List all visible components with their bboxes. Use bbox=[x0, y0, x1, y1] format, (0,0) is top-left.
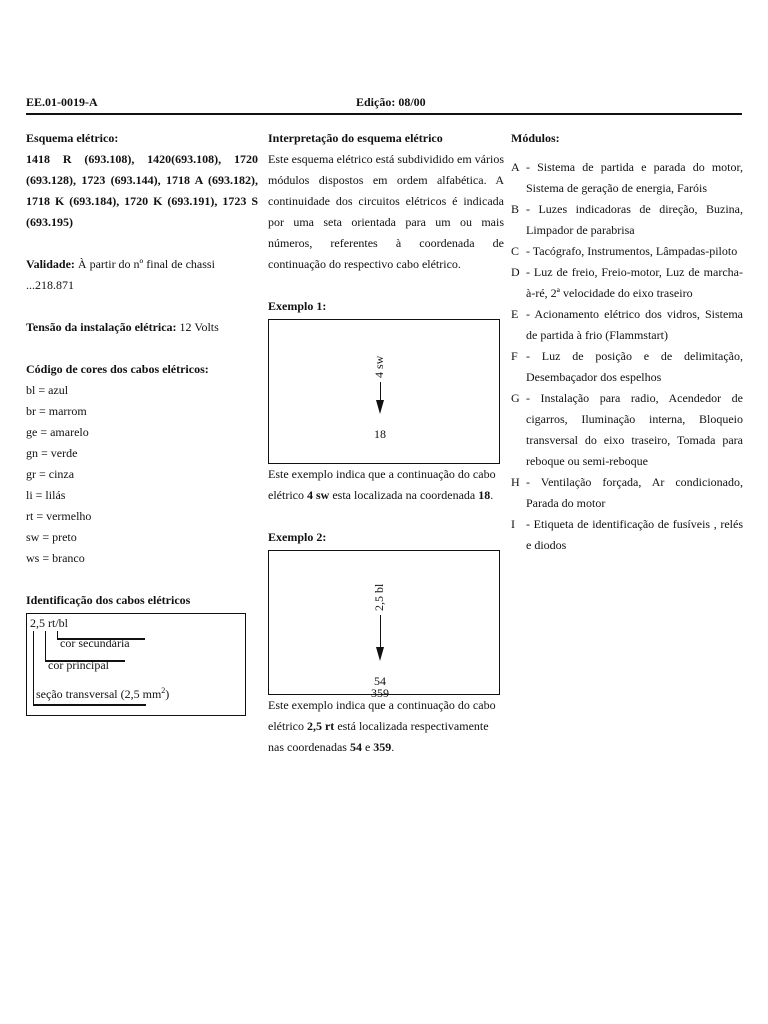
ident-title: Identificação dos cabos elétricos bbox=[26, 593, 191, 607]
cor-item: li = lilás bbox=[26, 488, 66, 502]
doc-id: EE.01-0019-A bbox=[26, 95, 98, 109]
ex2-box bbox=[268, 550, 500, 700]
ex1-text: Este exemplo indica que a continuação do cabo elétrico 4 sw esta localizada na coordenada 18. bbox=[268, 467, 496, 502]
tensao-label: Tensão da instalação elétrica: bbox=[26, 320, 177, 334]
cor-item: gn = verde bbox=[26, 446, 78, 460]
list-item: H - Ventilação forçada, Ar condicionado, Parada do motor bbox=[511, 475, 743, 510]
list-item: A - Sistema de partida e parada do motor, Sistema de geração de energia, Faróis bbox=[511, 160, 743, 195]
esquema-title: Esquema elétrico: bbox=[26, 131, 119, 145]
cor-item: gr = cinza bbox=[26, 467, 75, 481]
column-right bbox=[511, 128, 743, 556]
modulos-title: Módulos: bbox=[511, 131, 560, 145]
validade-label: Validade: bbox=[26, 257, 75, 271]
ident-principal: cor principal bbox=[48, 658, 109, 672]
column-middle bbox=[268, 128, 504, 758]
esquema-models: 1418 R (693.108), 1420(693.108), 1720 (693.128), 1723 (693.144), 1718 A (693.182), 1718 K (693.184), 1720 K (693.191), 1723 S (693.195) bbox=[26, 152, 258, 229]
ex2-text: Este exemplo indica que a continuação do cabo elétrico 2,5 rt está localizada respectivamente nas coordenadas 54 e 359. bbox=[268, 698, 496, 754]
arrow-down-icon bbox=[376, 400, 384, 414]
ex1-box bbox=[268, 319, 500, 464]
ex2-coord-2: 359 bbox=[371, 686, 389, 700]
arrow-down-icon bbox=[376, 647, 384, 661]
list-item: D - Luz de freio, Freio-motor, Luz de marcha-à-ré, 2ª velocidade do eixo traseiro bbox=[511, 265, 743, 300]
ident-code: 2,5 rt/bl bbox=[30, 616, 68, 630]
ex2-arrow-line bbox=[380, 615, 381, 647]
ident-diagram bbox=[26, 613, 246, 716]
interp-title: Interpretação do esquema elétrico bbox=[268, 131, 443, 145]
ident-secundaria: cor secundária bbox=[60, 636, 130, 650]
cor-item: rt = vermelho bbox=[26, 509, 92, 523]
cores-title: Código de cores dos cabos elétricos: bbox=[26, 362, 209, 376]
ex2-wire-label: 2,5 bl bbox=[372, 583, 386, 611]
edition: Edição: 08/00 bbox=[356, 95, 426, 109]
validade bbox=[26, 254, 258, 296]
list-item: C - Tacógrafo, Instrumentos, Lâmpadas-piloto bbox=[511, 244, 738, 258]
ex1-wire-label: 4 sw bbox=[372, 355, 386, 378]
ex2-coord-1: 54 bbox=[374, 674, 386, 688]
cor-item: ge = amarelo bbox=[26, 425, 89, 439]
tensao bbox=[26, 317, 258, 338]
header-rule bbox=[26, 113, 742, 115]
list-item: I - Etiqueta de identificação de fusíveis , relés e diodos bbox=[511, 517, 743, 552]
cor-item: br = marrom bbox=[26, 404, 87, 418]
cor-item: bl = azul bbox=[26, 383, 69, 397]
modulos-list bbox=[511, 157, 743, 556]
ex1-coord: 18 bbox=[374, 427, 386, 441]
list-item: E - Acionamento elétrico dos vidros, Sistema de partida à frio (Flammstart) bbox=[511, 307, 743, 342]
ex1-title: Exemplo 1: bbox=[268, 299, 327, 313]
validade-text: À partir do nº final de chassi ...218.871 bbox=[26, 257, 215, 292]
ex1-arrow-line bbox=[380, 382, 381, 400]
column-left bbox=[26, 128, 258, 716]
cor-item: sw = preto bbox=[26, 530, 77, 544]
ex2-title: Exemplo 2: bbox=[268, 530, 327, 544]
ident-secao: seção transversal (2,5 $mm^2$) bbox=[36, 686, 170, 701]
cor-item: ws = branco bbox=[26, 551, 85, 565]
tensao-text: 12 Volts bbox=[179, 320, 219, 334]
list-item: F - Luz de posição e de delimitação, Desembaçador dos espelhos bbox=[511, 349, 743, 384]
list-item: G - Instalação para radio, Acendedor de cigarros, Iluminação interna, Bloqueio transversal do eixo traseiro, Tomada para reboque ou semi-reboque bbox=[511, 391, 743, 468]
list-item: B - Luzes indicadoras de direção, Buzina, Limpador de parabrisa bbox=[511, 202, 743, 237]
interp-text: Este esquema elétrico está subdividido em vários módulos dispostos em ordem alfabética. A continuidade dos circuitos elétricos é indicada por uma seta orientada para um ou mais números, referentes à coordenada de continuação do respectivo cabo elétrico. bbox=[268, 152, 504, 271]
